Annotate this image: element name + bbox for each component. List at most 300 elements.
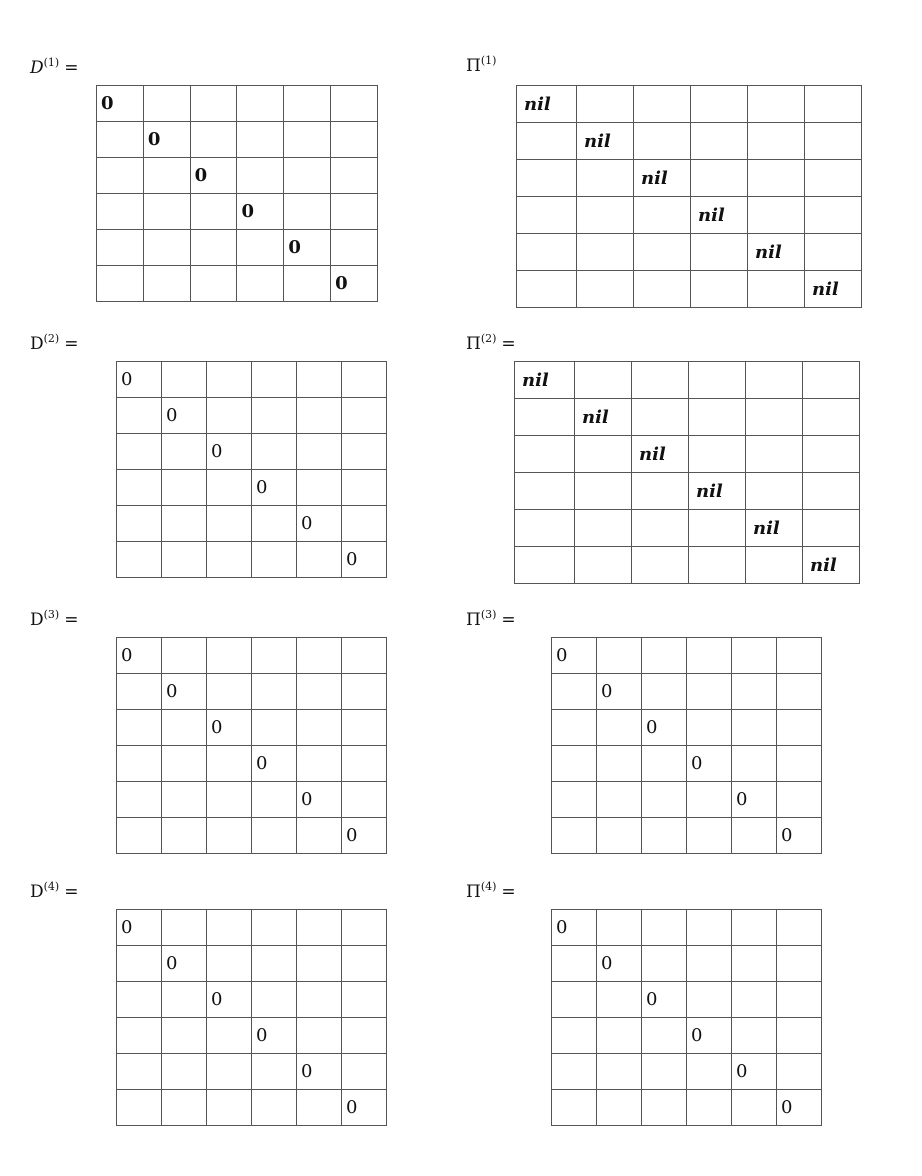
- matrix-cell: [597, 982, 642, 1018]
- matrix-cell: [746, 362, 803, 399]
- matrix-cell: [748, 86, 805, 123]
- matrix-cell: [117, 818, 162, 854]
- matrix-diagonal-cell: 0: [342, 542, 387, 578]
- matrix-diagonal-cell: 0: [207, 434, 252, 470]
- matrix-cell: [597, 782, 642, 818]
- matrix-cell: [284, 266, 331, 302]
- matrix-cell: [577, 234, 634, 271]
- matrix-cell: [342, 946, 387, 982]
- matrix-cell: [732, 638, 777, 674]
- matrix-cell: [552, 746, 597, 782]
- matrix-cell: [162, 434, 207, 470]
- matrix-label-d2: [30, 332, 79, 354]
- matrix-cell: [207, 946, 252, 982]
- matrix-cell: [297, 470, 342, 506]
- matrix-row: [552, 710, 822, 746]
- matrix-cell: [689, 436, 746, 473]
- matrix-cell: [748, 160, 805, 197]
- matrix-label-equals: =: [501, 882, 516, 902]
- distance-matrix-3: [116, 637, 387, 854]
- matrix-cell: [597, 910, 642, 946]
- matrix-cell: [207, 1054, 252, 1090]
- matrix-cell: [342, 638, 387, 674]
- matrix-row: [117, 910, 387, 946]
- matrix-cell: [732, 674, 777, 710]
- matrix-diagonal-cell: nil: [803, 547, 860, 584]
- matrix-cell: [162, 910, 207, 946]
- matrix-cell: [552, 982, 597, 1018]
- matrix-row: [517, 271, 862, 308]
- matrix-cell: [331, 158, 378, 194]
- matrix-diagonal-cell: 0: [162, 398, 207, 434]
- matrix-cell: [517, 160, 577, 197]
- predecessor-matrix-4: [551, 909, 822, 1126]
- matrix-cell: [777, 982, 822, 1018]
- matrix-row: [552, 982, 822, 1018]
- matrix-cell: [297, 1090, 342, 1126]
- matrix-cell: [162, 362, 207, 398]
- matrix-cell: [634, 86, 691, 123]
- matrix-cell: [642, 818, 687, 854]
- matrix-row: [97, 266, 378, 302]
- matrix-cell: [207, 470, 252, 506]
- matrix-cell: [252, 910, 297, 946]
- matrix-row: [117, 1054, 387, 1090]
- matrix-cell: [162, 982, 207, 1018]
- matrix-row: [552, 638, 822, 674]
- matrix-label-pi3: [466, 608, 516, 630]
- matrix-cell: [297, 746, 342, 782]
- matrix-row: [552, 782, 822, 818]
- matrix-cell: [162, 818, 207, 854]
- matrix-label-superscript: (3): [480, 608, 497, 621]
- matrix-label-equals: =: [64, 610, 79, 630]
- matrix-row: [97, 158, 378, 194]
- matrix-cell: [777, 710, 822, 746]
- matrix-cell: [691, 271, 748, 308]
- matrix-label-base: D: [30, 610, 44, 630]
- predecessor-matrix-3: [551, 637, 822, 854]
- matrix-cell: [162, 746, 207, 782]
- matrix-label-d1: [30, 56, 79, 78]
- matrix-label-base: D: [30, 58, 44, 78]
- matrix-cell: [689, 547, 746, 584]
- matrix-cell: [691, 86, 748, 123]
- matrix-cell: [552, 674, 597, 710]
- matrix-diagonal-cell: nil: [748, 234, 805, 271]
- matrix-row: [552, 818, 822, 854]
- matrix-cell: [632, 547, 689, 584]
- matrix-cell: [552, 818, 597, 854]
- distance-matrix-4: [116, 909, 387, 1126]
- matrix-cell: [577, 197, 634, 234]
- matrix-cell: [237, 122, 284, 158]
- matrix-cell: [117, 1018, 162, 1054]
- matrix-cell: [746, 547, 803, 584]
- matrix-cell: [252, 782, 297, 818]
- matrix-cell: [297, 362, 342, 398]
- matrix-cell: [642, 746, 687, 782]
- matrix-cell: [642, 782, 687, 818]
- matrix-diagonal-cell: 0: [642, 982, 687, 1018]
- matrix-cell: [597, 638, 642, 674]
- matrix-cell: [342, 674, 387, 710]
- matrix-label-equals: =: [64, 334, 79, 354]
- matrix-row: [515, 399, 860, 436]
- matrix-row: [117, 674, 387, 710]
- matrix-label-pi4: [466, 880, 516, 902]
- matrix-diagonal-cell: 0: [687, 746, 732, 782]
- matrix-cell: [117, 1090, 162, 1126]
- matrix-cell: [252, 946, 297, 982]
- predecessor-matrix-2: [514, 361, 860, 584]
- matrix-row: [117, 542, 387, 578]
- matrix-cell: [143, 230, 190, 266]
- matrix-row: [117, 470, 387, 506]
- matrix-cell: [162, 1018, 207, 1054]
- matrix-cell: [117, 470, 162, 506]
- matrix-diagonal-cell: nil: [805, 271, 862, 308]
- matrix-cell: [575, 510, 632, 547]
- matrix-cell: [143, 194, 190, 230]
- matrix-cell: [162, 542, 207, 578]
- matrix-cell: [748, 123, 805, 160]
- matrix-cell: [252, 638, 297, 674]
- matrix-cell: [805, 86, 862, 123]
- matrix-diagonal-cell: nil: [691, 197, 748, 234]
- matrix-cell: [575, 547, 632, 584]
- matrix-cell: [284, 86, 331, 122]
- matrix-diagonal-cell: 0: [284, 230, 331, 266]
- matrix-cell: [552, 1018, 597, 1054]
- matrix-diagonal-cell: 0: [642, 710, 687, 746]
- matrix-cell: [284, 194, 331, 230]
- matrix-cell: [634, 271, 691, 308]
- matrix-cell: [162, 1054, 207, 1090]
- matrix-cell: [117, 674, 162, 710]
- matrix-diagonal-cell: 0: [252, 470, 297, 506]
- matrix-diagonal-cell: 0: [331, 266, 378, 302]
- matrix-row: [117, 1018, 387, 1054]
- matrix-cell: [342, 782, 387, 818]
- matrix-cell: [748, 271, 805, 308]
- matrix-cell: [517, 197, 577, 234]
- matrix-row: [117, 362, 387, 398]
- matrix-row: [117, 818, 387, 854]
- matrix-diagonal-cell: 0: [190, 158, 237, 194]
- matrix-diagonal-cell: 0: [687, 1018, 732, 1054]
- distance-matrix-1: [96, 85, 378, 302]
- matrix-cell: [207, 818, 252, 854]
- matrix-row: [97, 122, 378, 158]
- matrix-cell: [342, 1054, 387, 1090]
- matrix-diagonal-cell: 0: [117, 362, 162, 398]
- matrix-cell: [252, 398, 297, 434]
- matrix-diagonal-cell: nil: [634, 160, 691, 197]
- matrix-cell: [284, 158, 331, 194]
- matrix-label-d4: [30, 880, 79, 902]
- matrix-diagonal-cell: nil: [515, 362, 575, 399]
- matrix-row: [97, 194, 378, 230]
- matrix-cell: [777, 674, 822, 710]
- matrix-cell: [515, 436, 575, 473]
- matrix-cell: [642, 1018, 687, 1054]
- matrix-cell: [552, 1090, 597, 1126]
- matrix-cell: [237, 230, 284, 266]
- matrix-cell: [597, 746, 642, 782]
- matrix-cell: [577, 160, 634, 197]
- matrix-cell: [597, 1090, 642, 1126]
- matrix-cell: [803, 510, 860, 547]
- matrix-cell: [252, 982, 297, 1018]
- matrix-cell: [805, 123, 862, 160]
- matrix-cell: [515, 510, 575, 547]
- matrix-diagonal-cell: nil: [746, 510, 803, 547]
- matrix-cell: [117, 982, 162, 1018]
- matrix-cell: [162, 470, 207, 506]
- matrix-cell: [297, 946, 342, 982]
- matrix-cell: [331, 194, 378, 230]
- matrix-row: [552, 1018, 822, 1054]
- matrix-cell: [687, 638, 732, 674]
- matrix-diagonal-cell: nil: [689, 473, 746, 510]
- matrix-label-equals: =: [64, 882, 79, 902]
- matrix-cell: [117, 434, 162, 470]
- matrix-row: [552, 946, 822, 982]
- matrix-cell: [632, 399, 689, 436]
- matrix-cell: [575, 362, 632, 399]
- matrix-row: [97, 86, 378, 122]
- matrix-cell: [297, 542, 342, 578]
- matrix-row: [117, 946, 387, 982]
- matrix-row: [117, 746, 387, 782]
- matrix-cell: [331, 122, 378, 158]
- distance-matrix-2: [116, 361, 387, 578]
- matrix-cell: [687, 1054, 732, 1090]
- matrix-cell: [117, 946, 162, 982]
- matrix-cell: [805, 197, 862, 234]
- matrix-cell: [97, 122, 144, 158]
- matrix-label-superscript: (1): [43, 56, 60, 69]
- matrix-cell: [746, 399, 803, 436]
- matrix-cell: [689, 399, 746, 436]
- matrix-row: [515, 547, 860, 584]
- matrix-diagonal-cell: 0: [732, 1054, 777, 1090]
- matrix-row: [117, 982, 387, 1018]
- matrix-diagonal-cell: 0: [252, 1018, 297, 1054]
- matrix-cell: [687, 710, 732, 746]
- matrix-cell: [331, 230, 378, 266]
- matrix-row: [117, 638, 387, 674]
- matrix-cell: [207, 910, 252, 946]
- matrix-row: [515, 473, 860, 510]
- matrix-cell: [162, 782, 207, 818]
- matrix-row: [517, 160, 862, 197]
- matrix-cell: [687, 818, 732, 854]
- matrix-cell: [117, 746, 162, 782]
- matrix-cell: [97, 230, 144, 266]
- matrix-cell: [252, 506, 297, 542]
- matrix-cell: [597, 1018, 642, 1054]
- matrix-cell: [342, 1018, 387, 1054]
- matrix-cell: [687, 1090, 732, 1126]
- matrix-diagonal-cell: 0: [597, 946, 642, 982]
- matrix-row: [117, 710, 387, 746]
- matrix-cell: [117, 782, 162, 818]
- matrix-label-superscript: (3): [43, 608, 60, 621]
- matrix-row: [552, 910, 822, 946]
- matrix-row: [515, 362, 860, 399]
- matrix-diagonal-cell: 0: [342, 818, 387, 854]
- matrix-cell: [297, 434, 342, 470]
- matrix-cell: [687, 782, 732, 818]
- matrix-cell: [297, 910, 342, 946]
- matrix-cell: [342, 746, 387, 782]
- matrix-row: [515, 510, 860, 547]
- matrix-row: [552, 1090, 822, 1126]
- matrix-diagonal-cell: 0: [297, 1054, 342, 1090]
- matrix-cell: [552, 710, 597, 746]
- matrix-cell: [207, 1090, 252, 1126]
- matrix-cell: [687, 946, 732, 982]
- matrix-cell: [284, 122, 331, 158]
- matrix-cell: [117, 542, 162, 578]
- matrix-cell: [162, 1090, 207, 1126]
- matrix-cell: [517, 271, 577, 308]
- matrix-row: [517, 197, 862, 234]
- matrix-diagonal-cell: 0: [117, 638, 162, 674]
- matrix-row: [117, 506, 387, 542]
- matrix-diagonal-cell: 0: [342, 1090, 387, 1126]
- matrix-label-pi2: [466, 332, 516, 354]
- matrix-cell: [689, 510, 746, 547]
- matrix-cell: [777, 946, 822, 982]
- matrix-diagonal-cell: nil: [632, 436, 689, 473]
- matrix-cell: [207, 398, 252, 434]
- matrix-cell: [237, 266, 284, 302]
- matrix-cell: [190, 122, 237, 158]
- matrix-cell: [642, 638, 687, 674]
- matrix-cell: [515, 473, 575, 510]
- matrix-cell: [691, 160, 748, 197]
- matrix-diagonal-cell: 0: [252, 746, 297, 782]
- matrix-cell: [575, 473, 632, 510]
- predecessor-matrix-1: [516, 85, 862, 308]
- matrix-cell: [748, 197, 805, 234]
- matrix-row: [117, 434, 387, 470]
- matrix-cell: [515, 547, 575, 584]
- matrix-cell: [342, 470, 387, 506]
- matrix-cell: [252, 1054, 297, 1090]
- matrix-cell: [297, 398, 342, 434]
- matrix-label-superscript: (4): [480, 880, 497, 893]
- matrix-cell: [342, 710, 387, 746]
- matrix-diagonal-cell: nil: [577, 123, 634, 160]
- matrix-cell: [805, 234, 862, 271]
- matrix-cell: [777, 1054, 822, 1090]
- matrix-cell: [732, 910, 777, 946]
- matrix-cell: [207, 1018, 252, 1054]
- matrix-cell: [642, 674, 687, 710]
- matrix-cell: [331, 86, 378, 122]
- matrix-cell: [732, 746, 777, 782]
- matrix-cell: [342, 362, 387, 398]
- matrix-cell: [632, 473, 689, 510]
- matrix-diagonal-cell: nil: [517, 86, 577, 123]
- matrix-cell: [297, 638, 342, 674]
- matrix-label-base: D: [30, 882, 44, 902]
- matrix-cell: [207, 782, 252, 818]
- matrix-row: [552, 674, 822, 710]
- matrix-cell: [689, 362, 746, 399]
- matrix-cell: [577, 86, 634, 123]
- matrix-cell: [252, 542, 297, 578]
- matrix-cell: [634, 197, 691, 234]
- matrix-diagonal-cell: 0: [552, 910, 597, 946]
- matrix-diagonal-cell: 0: [162, 946, 207, 982]
- matrix-cell: [777, 782, 822, 818]
- matrix-cell: [143, 158, 190, 194]
- matrix-cell: [342, 506, 387, 542]
- matrix-cell: [162, 710, 207, 746]
- matrix-row: [117, 398, 387, 434]
- matrix-cell: [642, 910, 687, 946]
- matrix-label-base: Π: [466, 56, 481, 76]
- matrix-cell: [803, 399, 860, 436]
- matrix-cell: [252, 434, 297, 470]
- matrix-cell: [732, 1090, 777, 1126]
- matrix-cell: [517, 123, 577, 160]
- matrix-cell: [252, 674, 297, 710]
- matrix-cell: [190, 266, 237, 302]
- matrix-cell: [117, 710, 162, 746]
- matrix-cell: [97, 194, 144, 230]
- matrix-cell: [777, 746, 822, 782]
- matrix-row: [552, 746, 822, 782]
- matrix-diagonal-cell: 0: [552, 638, 597, 674]
- matrix-cell: [777, 638, 822, 674]
- matrix-cell: [190, 194, 237, 230]
- matrix-cell: [342, 434, 387, 470]
- matrix-cell: [515, 399, 575, 436]
- matrix-cell: [162, 638, 207, 674]
- matrix-cell: [97, 158, 144, 194]
- matrix-cell: [517, 234, 577, 271]
- matrix-cell: [803, 473, 860, 510]
- matrix-cell: [342, 910, 387, 946]
- matrix-label-d3: [30, 608, 79, 630]
- matrix-row: [117, 1090, 387, 1126]
- matrix-cell: [117, 398, 162, 434]
- matrix-cell: [207, 506, 252, 542]
- matrix-label-base: Π: [466, 882, 481, 902]
- matrix-cell: [687, 910, 732, 946]
- matrix-cell: [252, 818, 297, 854]
- matrix-row: [517, 123, 862, 160]
- matrix-cell: [237, 158, 284, 194]
- matrix-cell: [805, 160, 862, 197]
- matrix-row: [552, 1054, 822, 1090]
- matrix-diagonal-cell: nil: [575, 399, 632, 436]
- matrix-label-equals: =: [501, 610, 516, 630]
- matrix-diagonal-cell: 0: [597, 674, 642, 710]
- matrix-diagonal-cell: 0: [207, 710, 252, 746]
- matrix-diagonal-cell: 0: [117, 910, 162, 946]
- matrix-diagonal-cell: 0: [97, 86, 144, 122]
- matrix-cell: [746, 436, 803, 473]
- matrix-row: [97, 230, 378, 266]
- matrix-cell: [207, 638, 252, 674]
